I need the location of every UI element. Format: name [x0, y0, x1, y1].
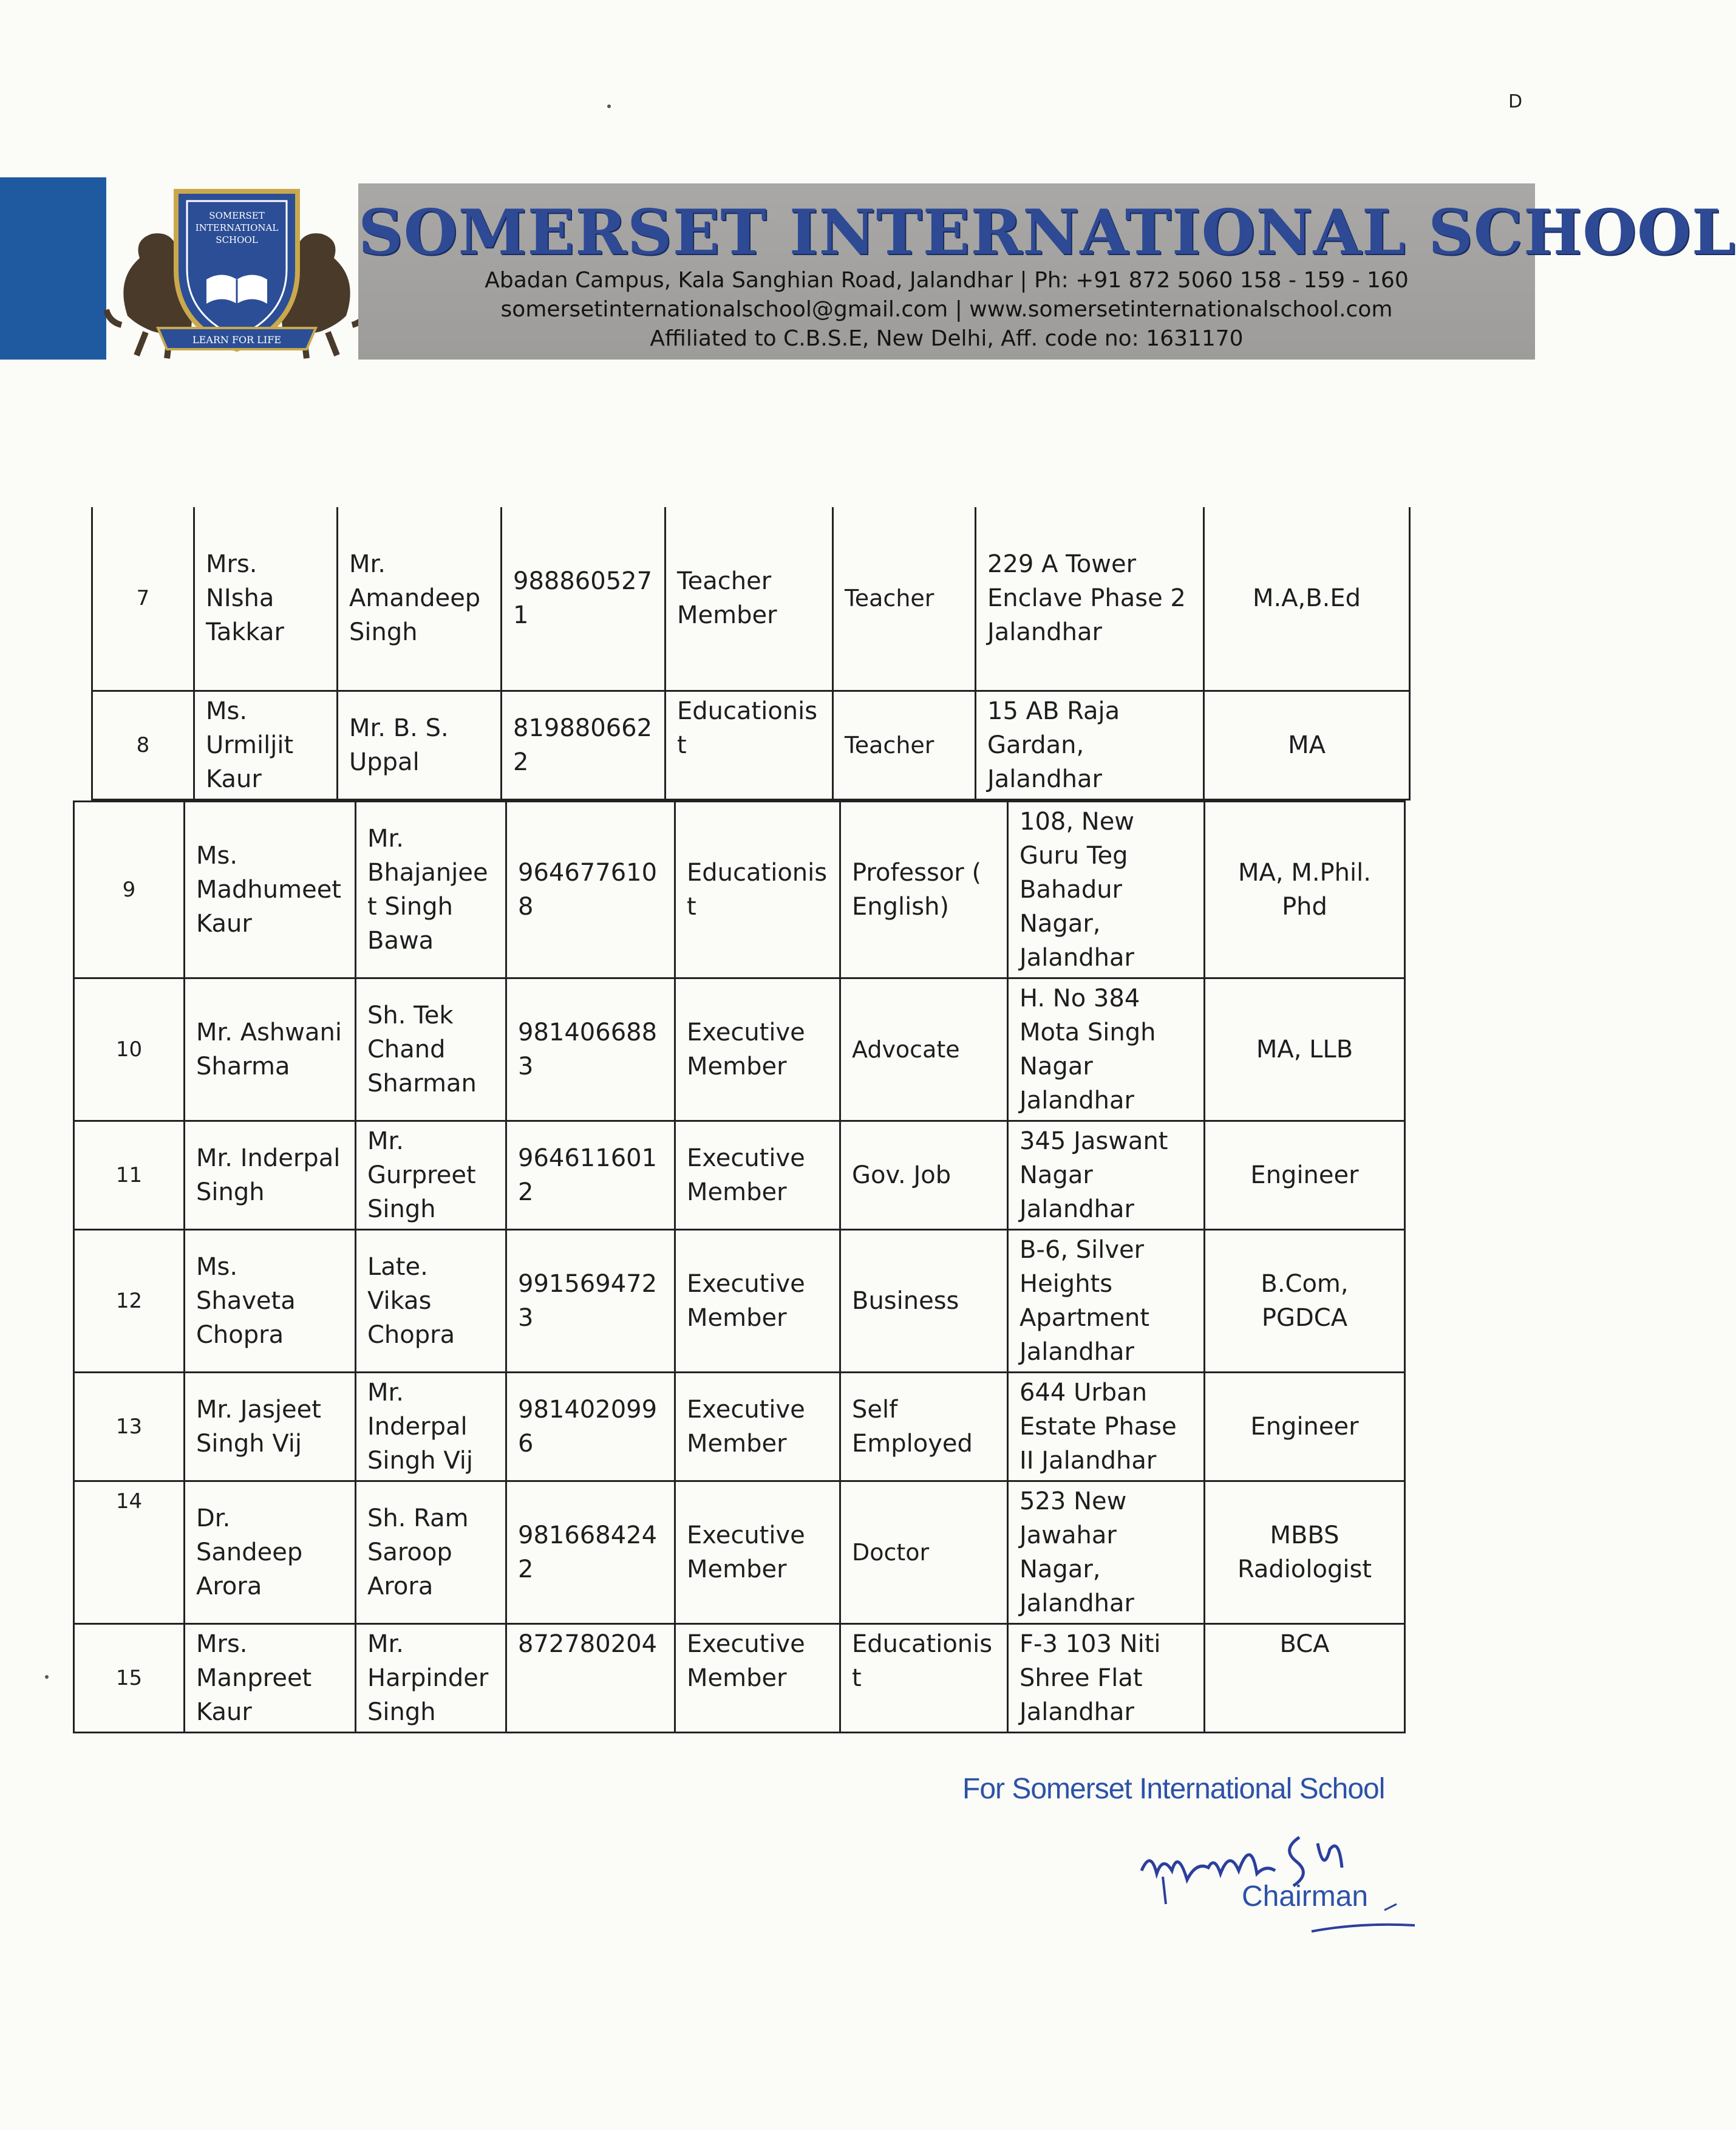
cell-address: 644 Urban Estate Phase II Jalandhar	[1008, 1373, 1205, 1481]
cell-phone: 872780204	[506, 1624, 675, 1733]
cell-phone: 9888605271	[502, 507, 665, 691]
header-color-bar	[0, 177, 106, 360]
table-row	[74, 1624, 1405, 1733]
cell-address: F-3 103 Niti Shree Flat Jalandhar	[1008, 1624, 1205, 1733]
members-table-upper	[91, 507, 1411, 800]
cell-address: B-6, Silver Heights Apartment Jalandhar	[1008, 1230, 1205, 1373]
cell-name: Ms. Madhumeet Kaur	[185, 802, 356, 978]
cell-phone: 8198806622	[502, 691, 665, 799]
school-affiliation: Affiliated to C.B.S.E, New Delhi, Aff. code no: 1631170	[650, 326, 1244, 351]
school-name: SOMERSET INTERNATIONAL SCHOOL	[358, 196, 1736, 269]
cell-father: Sh. Tek Chand Sharman	[356, 978, 506, 1121]
cell-position: Teacher Member	[665, 507, 833, 691]
cell-qualification: MA, M.Phil. Phd	[1205, 802, 1405, 978]
cell-address: 108, New Guru Teg Bahadur Nagar, Jalandhar	[1008, 802, 1205, 978]
cell-sno: 8	[92, 691, 194, 799]
cell-father: Mr. Amandeep Singh	[338, 507, 502, 691]
table-row	[74, 1481, 1405, 1624]
cell-sno: 10	[74, 978, 185, 1121]
cell-occupation: Advocate	[840, 978, 1008, 1121]
cell-qualification: Engineer	[1205, 1373, 1405, 1481]
cell-father: Mr. Harpinder Singh	[356, 1624, 506, 1733]
school-contact: somersetinternationalschool@gmail.com | www.somersetinternationalschool.com	[500, 297, 1393, 322]
logo-line-3: SCHOOL	[216, 234, 258, 245]
school-logo	[103, 173, 370, 374]
cell-name: Ms. Urmiljit Kaur	[194, 691, 338, 799]
cell-name: Ms. Shaveta Chopra	[185, 1230, 356, 1373]
cell-occupation: Doctor	[840, 1481, 1008, 1624]
table-row	[92, 691, 1410, 799]
cell-father: Mr. Inderpal Singh Vij	[356, 1373, 506, 1481]
cell-qualification: BCA	[1205, 1624, 1405, 1733]
cell-phone: 9814020996	[506, 1373, 675, 1481]
cell-qualification: M.A,B.Ed	[1204, 507, 1410, 691]
cell-position: Executive Member	[675, 1373, 840, 1481]
cell-sno: 12	[74, 1230, 185, 1373]
cell-father: Sh. Ram Saroop Arora	[356, 1481, 506, 1624]
cell-phone: 9814066883	[506, 978, 675, 1121]
handwritten-signature	[1129, 1813, 1469, 1934]
cell-phone: 9816684242	[506, 1481, 675, 1624]
cell-occupation: Business	[840, 1230, 1008, 1373]
cell-position: Educationist	[675, 802, 840, 978]
cell-qualification: B.Com, PGDCA	[1205, 1230, 1405, 1373]
cell-address: 523 New Jawahar Nagar, Jalandhar	[1008, 1481, 1205, 1624]
cell-qualification: MA	[1204, 691, 1410, 799]
corner-mark: D	[1508, 91, 1523, 112]
school-address: Abadan Campus, Kala Sanghian Road, Jalandhar | Ph: +91 872 5060 158 - 159 - 160	[485, 268, 1409, 293]
cell-father: Mr. Gurpreet Singh	[356, 1121, 506, 1230]
cell-sno: 11	[74, 1121, 185, 1230]
scan-speck	[45, 1675, 49, 1679]
cell-father: Mr. B. S. Uppal	[338, 691, 502, 799]
logo-motto: LEARN FOR LIFE	[192, 334, 282, 346]
cell-position: Executive Member	[675, 1230, 840, 1373]
cell-occupation: Teacher	[833, 691, 976, 799]
cell-name: Mr. Ashwani Sharma	[185, 978, 356, 1121]
cell-name: Mr. Inderpal Singh	[185, 1121, 356, 1230]
cell-qualification: MBBS Radiologist	[1205, 1481, 1405, 1624]
cell-phone: 9646776108	[506, 802, 675, 978]
cell-occupation: Self Employed	[840, 1373, 1008, 1481]
cell-father: Late. Vikas Chopra	[356, 1230, 506, 1373]
cell-address: 345 Jaswant Nagar Jalandhar	[1008, 1121, 1205, 1230]
members-table-lower	[73, 800, 1406, 1733]
letterhead-banner	[358, 183, 1736, 360]
cell-position: Executive Member	[675, 1624, 840, 1733]
cell-sno: 7	[92, 507, 194, 691]
logo-line-2: INTERNATIONAL	[195, 222, 279, 233]
table-row	[74, 978, 1405, 1121]
cell-father: Mr. Bhajanjeet Singh Bawa	[356, 802, 506, 978]
cell-address: H. No 384 Mota Singh Nagar Jalandhar	[1008, 978, 1205, 1121]
cell-sno: 15	[74, 1624, 185, 1733]
cell-phone: 9646116012	[506, 1121, 675, 1230]
cell-sno: 9	[74, 802, 185, 978]
cell-position: Educationist	[665, 691, 833, 799]
cell-name: Dr. Sandeep Arora	[185, 1481, 356, 1624]
cell-name: Mrs. Manpreet Kaur	[185, 1624, 356, 1733]
cell-address: 15 AB Raja Gardan, Jalandhar	[976, 691, 1204, 799]
signature-role: Chairman	[1242, 1880, 1369, 1913]
logo-line-1: SOMERSET	[209, 210, 265, 221]
cell-occupation: Educationist	[840, 1624, 1008, 1733]
cell-qualification: MA, LLB	[1205, 978, 1405, 1121]
table-row	[74, 1230, 1405, 1373]
cell-position: Executive Member	[675, 978, 840, 1121]
scan-speck	[607, 104, 611, 108]
cell-position: Executive Member	[675, 1481, 840, 1624]
cell-occupation: Gov. Job	[840, 1121, 1008, 1230]
cell-name: Mr. Jasjeet Singh Vij	[185, 1373, 356, 1481]
cell-name: Mrs. NIsha Takkar	[194, 507, 338, 691]
cell-phone: 9915694723	[506, 1230, 675, 1373]
cell-sno: 13	[74, 1373, 185, 1481]
table-row	[92, 507, 1410, 691]
table-row	[74, 1373, 1405, 1481]
cell-sno: 14	[74, 1481, 185, 1624]
cell-occupation: Teacher	[833, 507, 976, 691]
cell-qualification: Engineer	[1205, 1121, 1405, 1230]
table-row	[74, 802, 1405, 978]
cell-address: 229 A Tower Enclave Phase 2 Jalandhar	[976, 507, 1204, 691]
cell-position: Executive Member	[675, 1121, 840, 1230]
cell-occupation: Professor ( English)	[840, 802, 1008, 978]
signature-for-line: For Somerset International School	[962, 1773, 1385, 1805]
table-row	[74, 1121, 1405, 1230]
